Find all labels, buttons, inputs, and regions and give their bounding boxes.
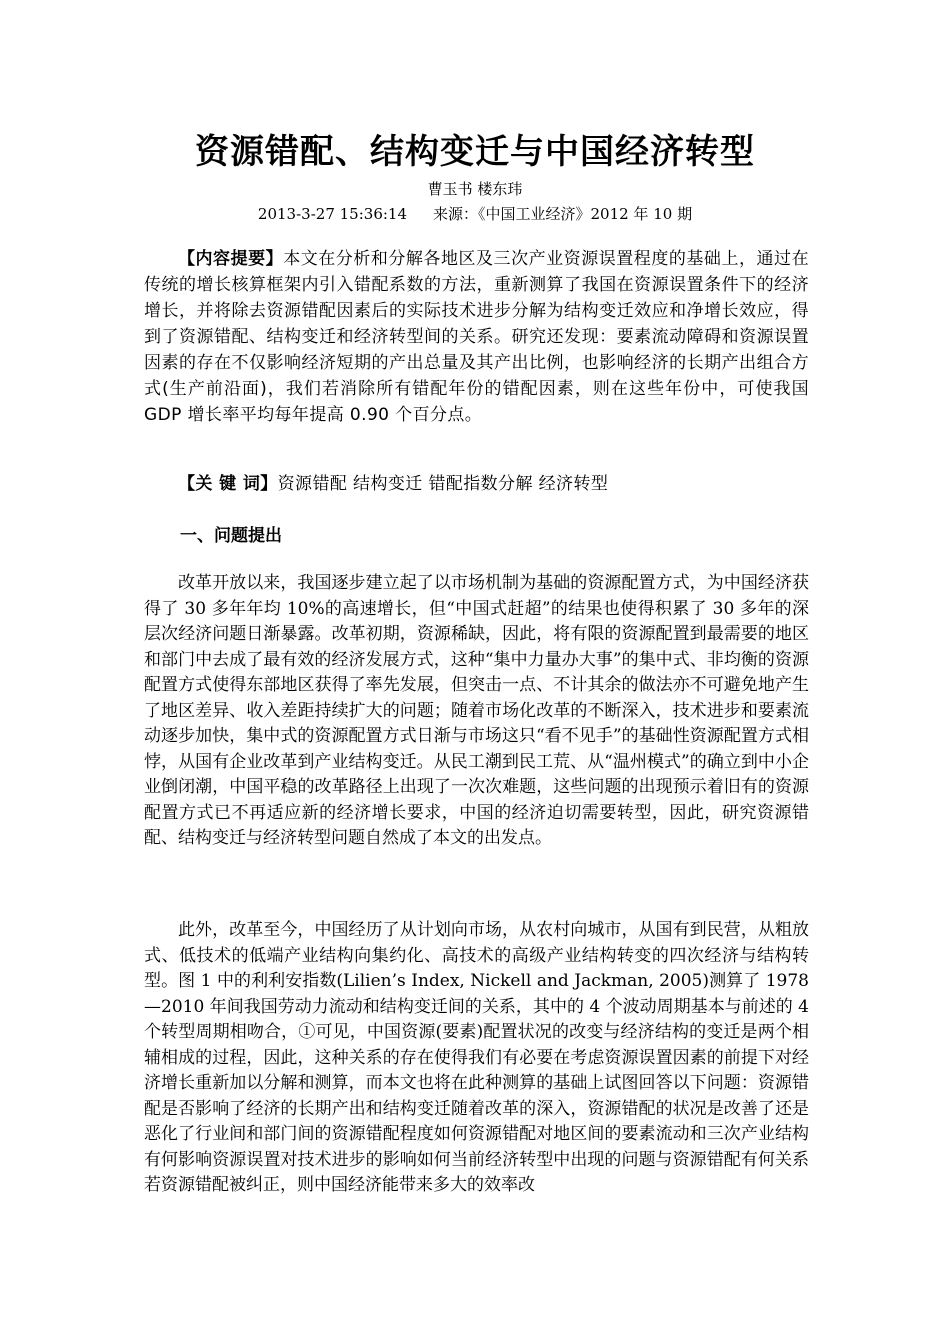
article-title: 资源错配、结构变迁与中国经济转型 (195, 132, 755, 172)
abstract-label: 【内容提要】 (178, 249, 284, 269)
keywords-label: 【关 键 词】 (178, 474, 278, 494)
article-meta (0, 203, 950, 225)
article-source: 来源：《中国工业经济》2012 年 10 期 (433, 205, 693, 223)
body-paragraph-1: 改革开放以来，我国逐步建立起了以市场机制为基础的资源配置方式，为中国经济获得了 30 多年年均 10%的高速增长，但“中国式赶超”的结果也使得积累了 30 多年的深层次经济问题日渐暴露。改革初期，资源稀缺，因此，将有限的资源配置到最需要的地区和部门中去成了最有效的经济发展方式，这种“集中力量办大事”的集中式、非均衡的资源配置方式使得东部地区获得了率先发展，但突击一点、不计其余的做法亦不可避免地产生了地区差异、收入差距持续扩大的问题；随着市场化改革的不断深入，技术进步和要素流动逐步加快，集中式的资源配置方式日渐与市场这只“看不见手”的基础性资源配置方式相悖，从国有企业改革到产业结构变迁。从民工潮到民工荒、从“温州模式”的确立到中小企业倒闭潮，中国平稳的改革路径上出现了一次次难题，这些问题的出现预示着旧有的资源配置方式已不再适应新的经济增长要求，中国的经济迫切需要转型，因此，研究资源错配、结构变迁与经济转型问题自然成了本文的出发点。 (144, 573, 809, 848)
section-heading: 一、问题提出 (180, 526, 282, 546)
abstract-text: 本文在分析和分解各地区及三次产业资源误置程度的基础上，通过在传统的增长核算框架内引入错配系数的方法，重新测算了我国在资源误置条件下的经济增长，并将除去资源错配因素后的实际技术进步分解为结构变迁效应和净增长效应，得到了资源错配、结构变迁和经济转型间的关系。研究还发现：要素流动障碍和资源误置因素的存在不仅影响经济短期的产出总量及其产出比例，也影响经济的长期产出组合方式(生产前沿面)，我们若消除所有错配年份的错配因素，则在这些年份中，可使我国 GDP 增长率平均每年提高 0.90 个百分点。 (144, 249, 809, 425)
keywords-line (144, 471, 809, 497)
article-authors: 曹玉书 楼东玮 (427, 180, 523, 198)
publish-datetime: 2013-3-27 15:36:14 (257, 205, 407, 223)
body-paragraph-2: 此外，改革至今，中国经历了从计划向市场，从农村向城市，从国有到民营，从粗放式、低技术的低端产业结构向集约化、高技术的高级产业结构转变的四次经济与结构转型。图 1 中的利利安指数(Lilien’s Index, Nickell and Jackman, 2005)测算了 1978—2010 年间我国劳动力流动和结构变迁间的关系，其中的 4 个波动周期基本与前述的 4 个转型周期相吻合，①可见，中国资源(要素)配置状况的改变与经济结构的变迁是两个相辅相成的过程，因此，这种关系的存在使得我们有必要在考虑资源误置因素的前提下对经济增长重新加以分解和测算，而本文也将在此种测算的基础上试图回答以下问题：资源错配是否影响了经济的长期产出和结构变迁随着改革的深入，资源错配的状况是改善了还是恶化了行业间和部门间的资源错配程度如何资源错配对地区间的要素流动和三次产业结构有何影响资源误置对技术进步的影响如何当前经济转型中出现的问题与资源错配有何关系若资源错配被纠正，则中国经济能带来多大的效率改 (144, 920, 809, 1195)
abstract-paragraph (144, 246, 809, 428)
keywords-text: 资源错配 结构变迁 错配指数分解 经济转型 (277, 474, 609, 494)
